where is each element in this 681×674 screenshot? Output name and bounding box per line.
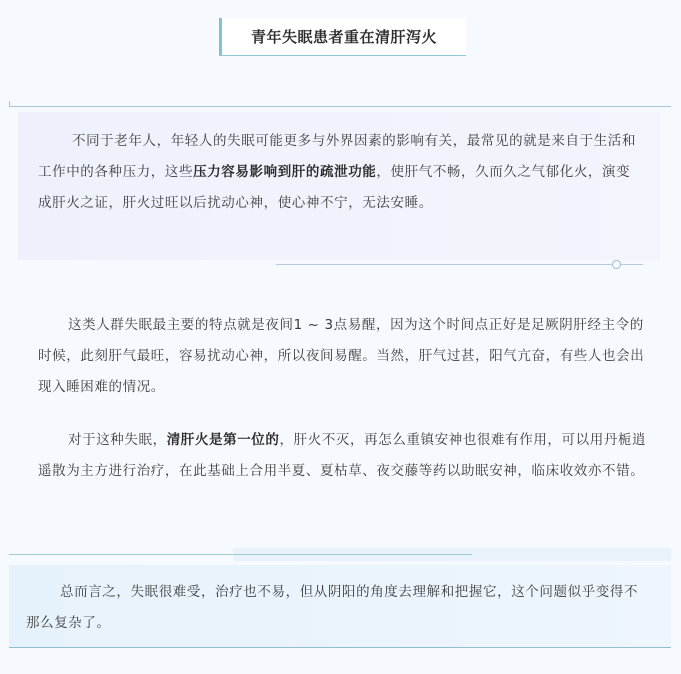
decorative-line: [276, 264, 643, 265]
paragraph-3: [38, 425, 654, 487]
paragraph-1-bold: 压力容易影响到肝的疏泄功能: [193, 164, 377, 180]
paragraph-1: [38, 126, 641, 219]
decorative-circle: [612, 260, 621, 269]
top-divider: [9, 106, 671, 107]
middle-divider: [9, 554, 472, 555]
article-title: 青年失眠患者重在清肝泻火: [250, 28, 437, 46]
paragraph-1-text-a: 不同于老年人，年轻人的失眠可能更多与外界因素的影响有关，最常见的就是来自于生活和工作中的各种压力，这些: [38, 133, 636, 180]
paragraph-3-text-a: 对于这种失眠，: [68, 432, 167, 448]
paragraph-2: [38, 310, 654, 403]
paragraph-3-bold: 清肝火是第一位的: [166, 432, 280, 448]
paragraph-4-text: 总而言之，失眠很难受，治疗也不易，但从阴阳的角度去理解和把握它，这个问题似乎变得不那么复杂了。: [26, 584, 639, 631]
paragraph-4: [26, 577, 646, 639]
paragraph-3-text-b: ，肝火不灭，再怎么重镇安神也很难有作用，可以用丹栀逍遥散为主方进行治疗，在此基础上合用半夏、夏枯草、夜交藤等药以助眠安神，临床收效亦不错。: [38, 432, 647, 479]
paragraph-2-text: 这类人群失眠最主要的特点就是夜间1 ~ 3点易醒，因为这个时间点正好是足厥阴肝经主令的时候，此刻肝气最旺，容易扰动心神，所以夜间易醒。当然，肝气过甚，阳气亢奋，有些人也会出现入睡困难的情况。: [38, 317, 645, 395]
title-banner: [219, 18, 466, 56]
paragraph-1-text-b: ，使肝气不畅，久而久之气郁化火，演变成肝火之证，肝火过旺以后扰动心神，使心神不宁，无法安睡。: [38, 164, 631, 211]
